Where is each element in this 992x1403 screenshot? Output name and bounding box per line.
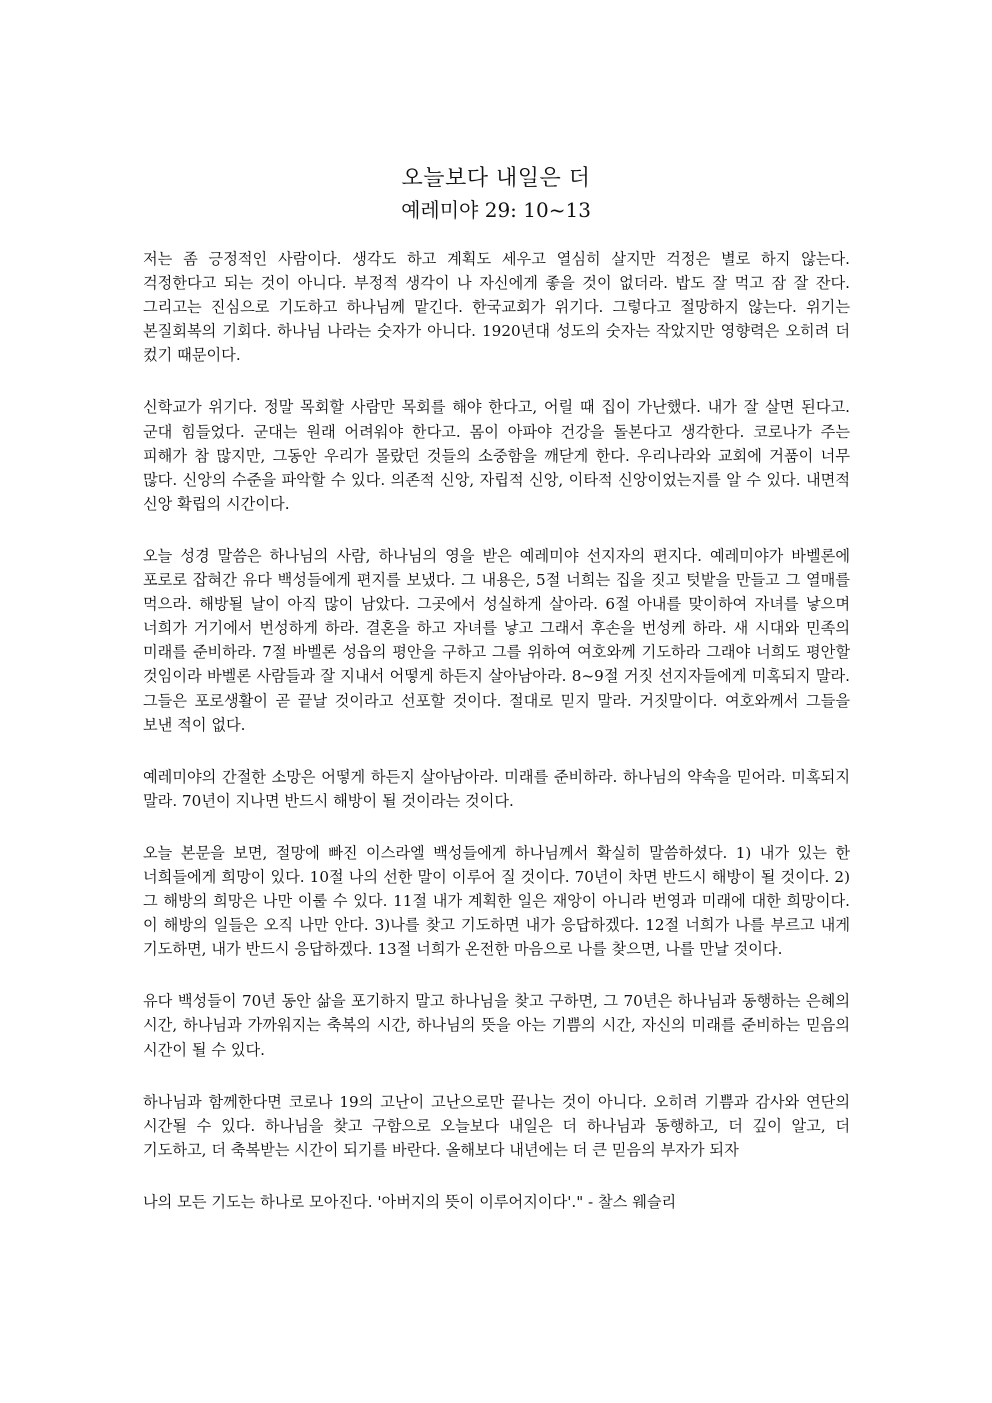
closing-quote: 나의 모든 기도는 하나로 모아진다. '아버지의 뜻이 이루어지이다'." - 찰스 웨슬리 bbox=[143, 1192, 677, 1211]
document-body bbox=[143, 247, 850, 1242]
paragraph: 저는 좀 긍정적인 사람이다. 생각도 하고 계획도 세우고 열심히 살지만 걱정은 별로 하지 않는다. 걱정한다고 되는 것이 아니다. 부정적 생각이 나 자신에게 좋을 것이 없더라. 밥도 잘 먹고 잠 잘 잔다. 그리고는 진심으로 기도하고 하나님께 맡긴다. 한국교회가 위기다. 그렇다고 절망하지 않는다. 위기는 본질회복의 기회다. 하나님 나라는 숫자가 아니다. 1920년대 성도의 숫자는 작았지만 영향력은 오히려 더 컸기 때문이다. bbox=[143, 250, 850, 365]
document-title: 오늘보다 내일은 더 bbox=[401, 166, 591, 191]
paragraph: 예레미야의 간절한 소망은 어떻게 하든지 살아남아라. 미래를 준비하라. 하나님의 약속을 믿어라. 미혹되지 말라. 70년이 지나면 반드시 해방이 될 것이라는 것이다. bbox=[143, 767, 850, 810]
paragraph: 오늘 본문을 보면, 절망에 빠진 이스라엘 백성들에게 하나님께서 확실히 말씀하셨다. 1) 내가 있는 한 너희들에게 희망이 있다. 10절 나의 선한 말이 이루어 질 것이다. 70년이 차면 반드시 해방이 될 것이다. 2)그 해방의 희망은 나만 이룰 수 있다. 11절 내가 계획한 일은 재앙이 아니라 번영과 미래에 대한 희망이다. 이 해방의 일들은 오직 나만 안다. 3)나를 찾고 기도하면 내가 응답하겠다. 12절 너희가 나를 부르고 내게 기도하면, 내가 반드시 응답하겠다. 13절 너희가 온전한 마음으로 나를 찾으면, 나를 만날 것이다. bbox=[143, 843, 850, 959]
scripture-reference: 예레미야 29: 10~13 bbox=[401, 198, 591, 222]
paragraph: 오늘 성경 말씀은 하나님의 사람, 하나님의 영을 받은 예레미야 선지자의 편지다. 예레미야가 바벨론에 포로로 잡혀간 유다 백성들에게 편지를 보냈다. 그 내용은, 5절 너희는 집을 짓고 텃밭을 만들고 그 열매를 먹으라. 해방될 날이 아직 많이 남았다. 그곳에서 성실하게 살아라. 6절 아내를 맞이하여 자녀를 낳으며 너희가 거기에서 번성하게 하라. 결혼을 하고 자녀를 낳고 그래서 후손을 번성케 하라. 새 시대와 민족의 미래를 준비하라. 7절 바벨론 성읍의 평안을 구하고 그를 위하여 여호와께 기도하라 그래야 너희도 평안할 것임이라 바벨론 사람들과 잘 지내서 어떻게 하든지 살아남아라. 8~9절 거짓 선지자들에게 미혹되지 말라. 그들은 포로생활이 곧 끝날 것이라고 선포할 것이다. 절대로 믿지 말라. 거짓말이다. 여호와께서 그들을 보낸 적이 없다. bbox=[143, 546, 850, 734]
paragraph: 유다 백성들이 70년 동안 삶을 포기하지 말고 하나님을 찾고 구하면, 그 70년은 하나님과 동행하는 은혜의 시간, 하나님과 가까워지는 축복의 시간, 하나님의 뜻을 아는 기쁨의 시간, 자신의 미래를 준비하는 믿음의 시간이 될 수 있다. bbox=[143, 992, 850, 1059]
paragraph: 신학교가 위기다. 정말 목회할 사람만 목회를 해야 한다고, 어릴 때 집이 가난했다. 내가 잘 살면 된다고. 군대 힘들었다. 군대는 원래 어려워야 한다고. 몸이 아파야 건강을 돌본다고 생각한다. 코로나가 주는 피해가 참 많지만, 그동안 우리가 몰랐던 것들의 소중함을 깨닫게 한다. 우리나라와 교회에 거품이 너무 많다. 신앙의 수준을 파악할 수 있다. 의존적 신앙, 자립적 신앙, 이타적 신앙이었는지를 알 수 있다. 내면적 신앙 확립의 시간이다. bbox=[143, 398, 850, 513]
paragraph: 하나님과 함께한다면 코로나 19의 고난이 고난으로만 끝나는 것이 아니다. 오히려 기쁨과 감사와 연단의 시간될 수 있다. 하나님을 찾고 구함으로 오늘보다 내일은 더 하나님과 동행하고, 더 깊이 알고, 더 기도하고, 더 축복받는 시간이 되기를 바란다. 올해보다 내년에는 더 큰 믿음의 부자가 되자 bbox=[143, 1092, 850, 1159]
